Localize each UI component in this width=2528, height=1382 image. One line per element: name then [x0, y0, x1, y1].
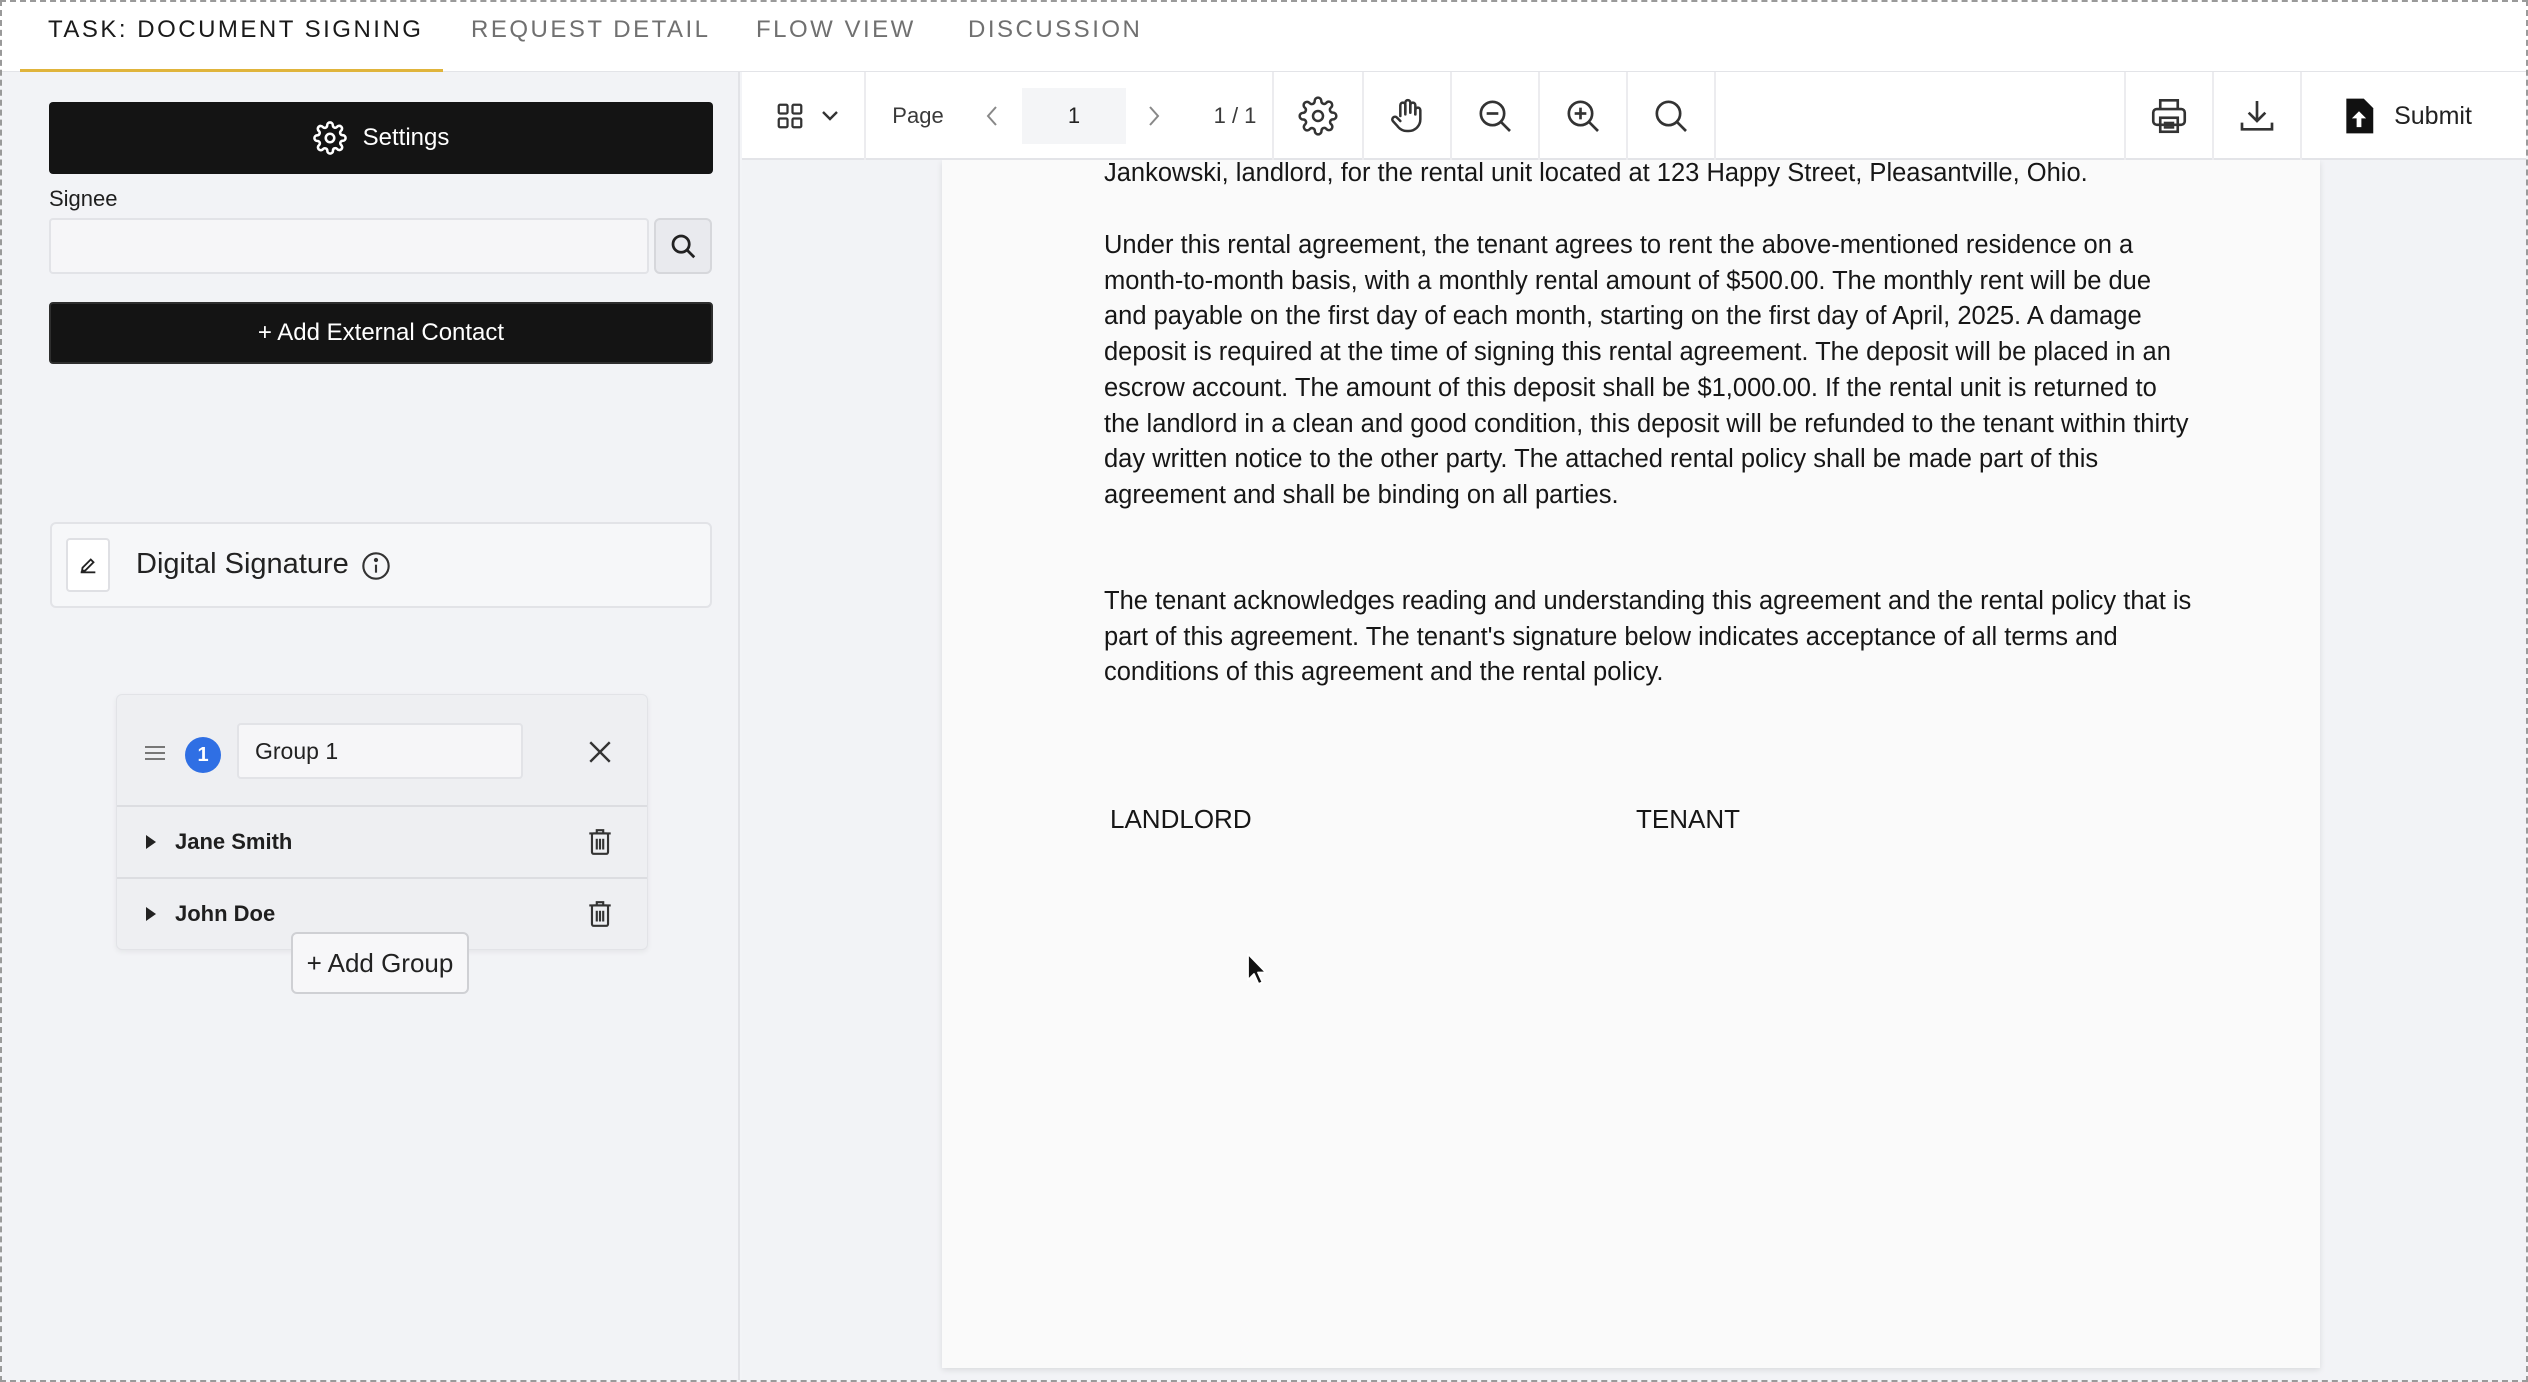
- trash-icon[interactable]: [587, 827, 613, 857]
- gear-icon: [1298, 96, 1338, 136]
- trash-icon[interactable]: [587, 899, 613, 929]
- pen-icon: [77, 554, 99, 576]
- page-number-input[interactable]: [1022, 88, 1126, 144]
- add-group-button[interactable]: + Add Group: [291, 932, 469, 994]
- printer-icon: [2148, 95, 2190, 137]
- download-button[interactable]: [2214, 72, 2300, 160]
- landlord-signature-label: LANDLORD: [1110, 804, 1252, 834]
- close-icon[interactable]: [587, 739, 613, 765]
- page-label-text: Page: [892, 103, 944, 128]
- group-number-badge: 1: [185, 737, 221, 773]
- document-viewer-toolbar: [742, 72, 2526, 160]
- member-name: Jane Smith: [175, 829, 293, 854]
- settings-button-label: Settings: [362, 124, 450, 151]
- view-mode-dropdown[interactable]: [762, 72, 852, 160]
- tab-bar: [0, 0, 2528, 72]
- caret-right-icon[interactable]: [145, 834, 157, 850]
- caret-right-icon[interactable]: [145, 906, 157, 922]
- search-icon: [668, 231, 698, 261]
- info-icon[interactable]: [360, 550, 392, 582]
- chevron-right-icon: [1148, 105, 1160, 127]
- chevron-left-icon: [986, 105, 998, 127]
- signature-type-card[interactable]: [50, 522, 712, 608]
- group-name-input[interactable]: [237, 723, 523, 779]
- member-name: John Doe: [175, 901, 276, 926]
- pan-tool-button[interactable]: [1364, 72, 1450, 160]
- document-paragraph: Under this rental agreement, the tenant agrees to rent the above-mentioned residence on a month-to-month basis, with a monthly rental amount of $500.00. The monthly rent will be due and payable on the first day of each month, starting on the first day of April, 2025. A damage deposit is required at the time of signing this rental agreement. The deposit will be placed in an escrow account. The amount of this deposit shall be $1,000.00. If the rental unit is returned to the landlord in a clean and good condition, this deposit will be refunded to the tenant within thirty day written notice to the other party. The attached rental policy shall be made part of this agreement and shall be binding on all parties.: [1104, 231, 2189, 509]
- signee-label: Signee: [49, 186, 118, 211]
- tab-task-document-signing[interactable]: TASK: DOCUMENT SIGNING: [48, 16, 424, 43]
- zoom-out-button[interactable]: [1452, 72, 1538, 160]
- toolbar-divider: [1714, 72, 1716, 160]
- tab-request-detail[interactable]: REQUEST DETAIL: [471, 16, 711, 43]
- page-label: [872, 72, 964, 160]
- document-paragraph: The tenant acknowledges reading and understanding this agreement and the rental policy that is part of this agreement. The tenant's signature below indicates acceptance of all terms and conditions of this agreement and the rental policy.: [1104, 587, 2192, 687]
- print-button[interactable]: [2126, 72, 2212, 160]
- viewer-settings-button[interactable]: [1274, 72, 1362, 160]
- signee-input[interactable]: [49, 218, 649, 274]
- submit-button[interactable]: [2302, 72, 2512, 160]
- grid-icon: [775, 101, 805, 131]
- zoom-in-icon: [1563, 96, 1603, 136]
- add-external-contact-button[interactable]: + Add External Contact: [49, 302, 713, 364]
- submit-label: Submit: [2394, 101, 2472, 130]
- page-count: [1190, 72, 1280, 160]
- settings-button[interactable]: [49, 102, 713, 174]
- previous-page-button[interactable]: [964, 72, 1020, 160]
- toolbar-divider: [864, 72, 866, 160]
- group-member-row[interactable]: [117, 807, 647, 877]
- download-icon: [2237, 96, 2277, 136]
- page-count-text: 1 / 1: [1213, 103, 1257, 128]
- document-paragraph: Jankowski, landlord, for the rental unit located at 123 Happy Street, Pleasantville, Ohio.: [1104, 160, 2088, 187]
- hand-icon: [1387, 96, 1427, 136]
- search-icon: [1651, 96, 1691, 136]
- signee-search-button[interactable]: [654, 218, 712, 274]
- signing-group-card: [116, 694, 648, 950]
- file-upload-icon: [2342, 97, 2376, 135]
- mouse-pointer-icon: [1246, 952, 1270, 993]
- tab-flow-view[interactable]: FLOW VIEW: [756, 16, 916, 43]
- signature-type-label: Digital Signature: [136, 548, 349, 580]
- signature-pen-button[interactable]: [66, 538, 110, 592]
- zoom-in-button[interactable]: [1540, 72, 1626, 160]
- tab-discussion[interactable]: DISCUSSION: [968, 16, 1143, 43]
- search-document-button[interactable]: [1628, 72, 1714, 160]
- chevron-down-icon: [821, 110, 839, 122]
- drag-handle-icon[interactable]: [143, 743, 167, 763]
- signing-settings-panel: [2, 72, 740, 1380]
- next-page-button[interactable]: [1126, 72, 1182, 160]
- document-viewer[interactable]: [742, 160, 2526, 1380]
- document-page: [942, 160, 2320, 1368]
- zoom-out-icon: [1475, 96, 1515, 136]
- tenant-signature-label: TENANT: [1636, 804, 1740, 834]
- gear-icon: [313, 121, 347, 155]
